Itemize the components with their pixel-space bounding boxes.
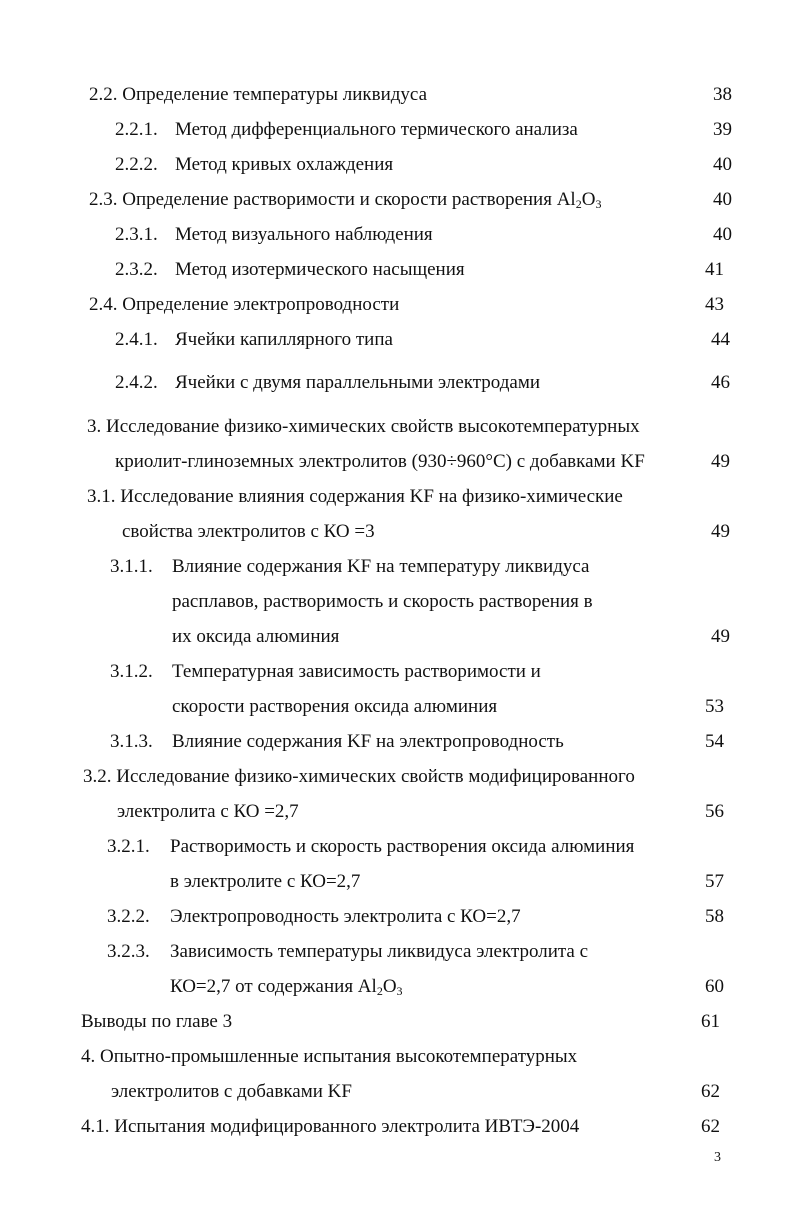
- toc-page: 49: [711, 626, 730, 647]
- toc-entry: [0, 867, 793, 897]
- toc-title: Метод визуального наблюдения: [175, 224, 433, 245]
- toc-title: Электропроводность электролита с КО=2,7: [170, 906, 521, 927]
- toc-page: 60: [705, 976, 724, 997]
- toc-title: Метод кривых охлаждения: [175, 154, 394, 175]
- toc-page: 61: [701, 1011, 720, 1032]
- toc-title: Зависимость температуры ликвидуса электролита с: [170, 941, 589, 962]
- toc-entry: [0, 622, 793, 652]
- toc-entry: [0, 1042, 793, 1072]
- toc-entry: [0, 657, 793, 687]
- toc-entry: [0, 185, 793, 215]
- toc-page: 46: [711, 372, 730, 393]
- toc-title: 2.4. Определение электропроводности: [89, 294, 400, 315]
- toc-title: их оксида алюминия: [172, 626, 340, 647]
- toc-number: 3.1.2.: [110, 661, 153, 682]
- toc-entry: [0, 1077, 793, 1107]
- toc-page: 38: [713, 84, 732, 105]
- toc-page: 56: [705, 801, 724, 822]
- toc-page: 40: [713, 224, 732, 245]
- toc-page: 39: [713, 119, 732, 140]
- toc-title: [89, 185, 601, 215]
- toc-title: Метод дифференциального термического анализа: [175, 119, 578, 140]
- toc-title: электролитов с добавками KF: [111, 1081, 352, 1102]
- toc-entry: [0, 762, 793, 792]
- toc-page: 54: [705, 731, 724, 752]
- toc-number: 2.3.1.: [115, 224, 158, 245]
- toc-title: 4.1. Испытания модифицированного электролита ИВТЭ-2004: [81, 1116, 580, 1137]
- toc-entry: [0, 902, 793, 932]
- toc-page: 58: [705, 906, 724, 927]
- toc-entry: [0, 115, 793, 145]
- toc-page: 40: [713, 189, 732, 210]
- toc-entry: [0, 150, 793, 180]
- toc-entry: [0, 255, 793, 285]
- toc-page: 53: [705, 696, 724, 717]
- toc-title: Ячейки капиллярного типа: [175, 329, 393, 350]
- toc-page: 62: [701, 1116, 720, 1137]
- toc-number: 2.2.1.: [115, 119, 158, 140]
- toc-title: 3. Исследование физико-химических свойств высокотемпературных: [87, 416, 640, 437]
- toc-entry: [0, 290, 793, 320]
- toc-entry: [0, 692, 793, 722]
- toc-title: 3.2. Исследование физико-химических свойств модифицированного: [83, 766, 635, 787]
- toc-entry: [0, 937, 793, 967]
- toc-title: Растворимость и скорость растворения оксида алюминия: [170, 836, 635, 857]
- toc-title-text: O: [581, 189, 596, 210]
- toc-title: свойства электролитов с КО =3: [122, 521, 375, 542]
- toc-number: 2.4.2.: [115, 372, 158, 393]
- toc-title-text: O: [382, 976, 397, 997]
- toc-page: 49: [711, 451, 730, 472]
- toc-entry: [0, 368, 793, 398]
- toc-page: 43: [705, 294, 724, 315]
- toc-number: 2.2.2.: [115, 154, 158, 175]
- toc-number: 2.3.2.: [115, 259, 158, 280]
- toc-title: [170, 972, 403, 1002]
- page-number: 3: [714, 1150, 721, 1165]
- toc-entry: [0, 1007, 793, 1037]
- toc-number: 3.2.2.: [107, 906, 150, 927]
- toc-number: 3.2.3.: [107, 941, 150, 962]
- toc-entry: [0, 832, 793, 862]
- toc-title: Влияние содержания KF на температуру ликвидуса: [172, 556, 590, 577]
- toc-entry: [0, 972, 793, 1002]
- toc-page: 41: [705, 259, 724, 280]
- toc-entry: [0, 517, 793, 547]
- toc-entry: [0, 797, 793, 827]
- toc-number: 3.2.1.: [107, 836, 150, 857]
- subscript: 2: [575, 197, 582, 211]
- toc-entry: [0, 447, 793, 477]
- toc-number: 3.1.3.: [110, 731, 153, 752]
- toc-title-text: 2.3. Определение растворимости и скорости растворения Al: [89, 189, 576, 210]
- toc-page: 49: [711, 521, 730, 542]
- toc-entry: [0, 587, 793, 617]
- toc-entry: [0, 325, 793, 355]
- toc-number: 3.1.1.: [110, 556, 153, 577]
- toc-title: Метод изотермического насыщения: [175, 259, 465, 280]
- toc-title: Температурная зависимость растворимости и: [172, 661, 541, 682]
- subscript: 2: [376, 984, 383, 998]
- toc-title: скорости растворения оксида алюминия: [172, 696, 498, 717]
- toc-entry: [0, 412, 793, 442]
- toc-page: 44: [711, 329, 730, 350]
- toc-title: 3.1. Исследование влияния содержания KF на физико-химические: [87, 486, 623, 507]
- toc-page: 40: [713, 154, 732, 175]
- toc-entry: [0, 220, 793, 250]
- toc-entry: [0, 1112, 793, 1142]
- toc-title-text: КО=2,7 от содержания Al: [170, 976, 377, 997]
- toc-title: криолит-глиноземных электролитов (930÷960°С) с добавками KF: [115, 451, 645, 472]
- toc-title: 4. Опытно-промышленные испытания высокотемпературных: [81, 1046, 578, 1067]
- toc-title: 2.2. Определение температуры ликвидуса: [89, 84, 428, 105]
- toc-title: Влияние содержания KF на электропроводность: [172, 731, 564, 752]
- toc-entry: [0, 727, 793, 757]
- toc-entry: [0, 80, 793, 110]
- subscript: 3: [595, 197, 602, 211]
- toc-entry: [0, 482, 793, 512]
- toc-number: 2.4.1.: [115, 329, 158, 350]
- toc-title: Выводы по главе 3: [81, 1011, 233, 1032]
- toc-title: Ячейки с двумя параллельными электродами: [175, 372, 541, 393]
- toc-title: в электролите с КО=2,7: [170, 871, 361, 892]
- toc-page: 57: [705, 871, 724, 892]
- toc-page: 62: [701, 1081, 720, 1102]
- toc-title: расплавов, растворимость и скорость растворения в: [172, 591, 593, 612]
- subscript: 3: [396, 984, 403, 998]
- toc-title: электролита с КО =2,7: [117, 801, 299, 822]
- toc-entry: [0, 552, 793, 582]
